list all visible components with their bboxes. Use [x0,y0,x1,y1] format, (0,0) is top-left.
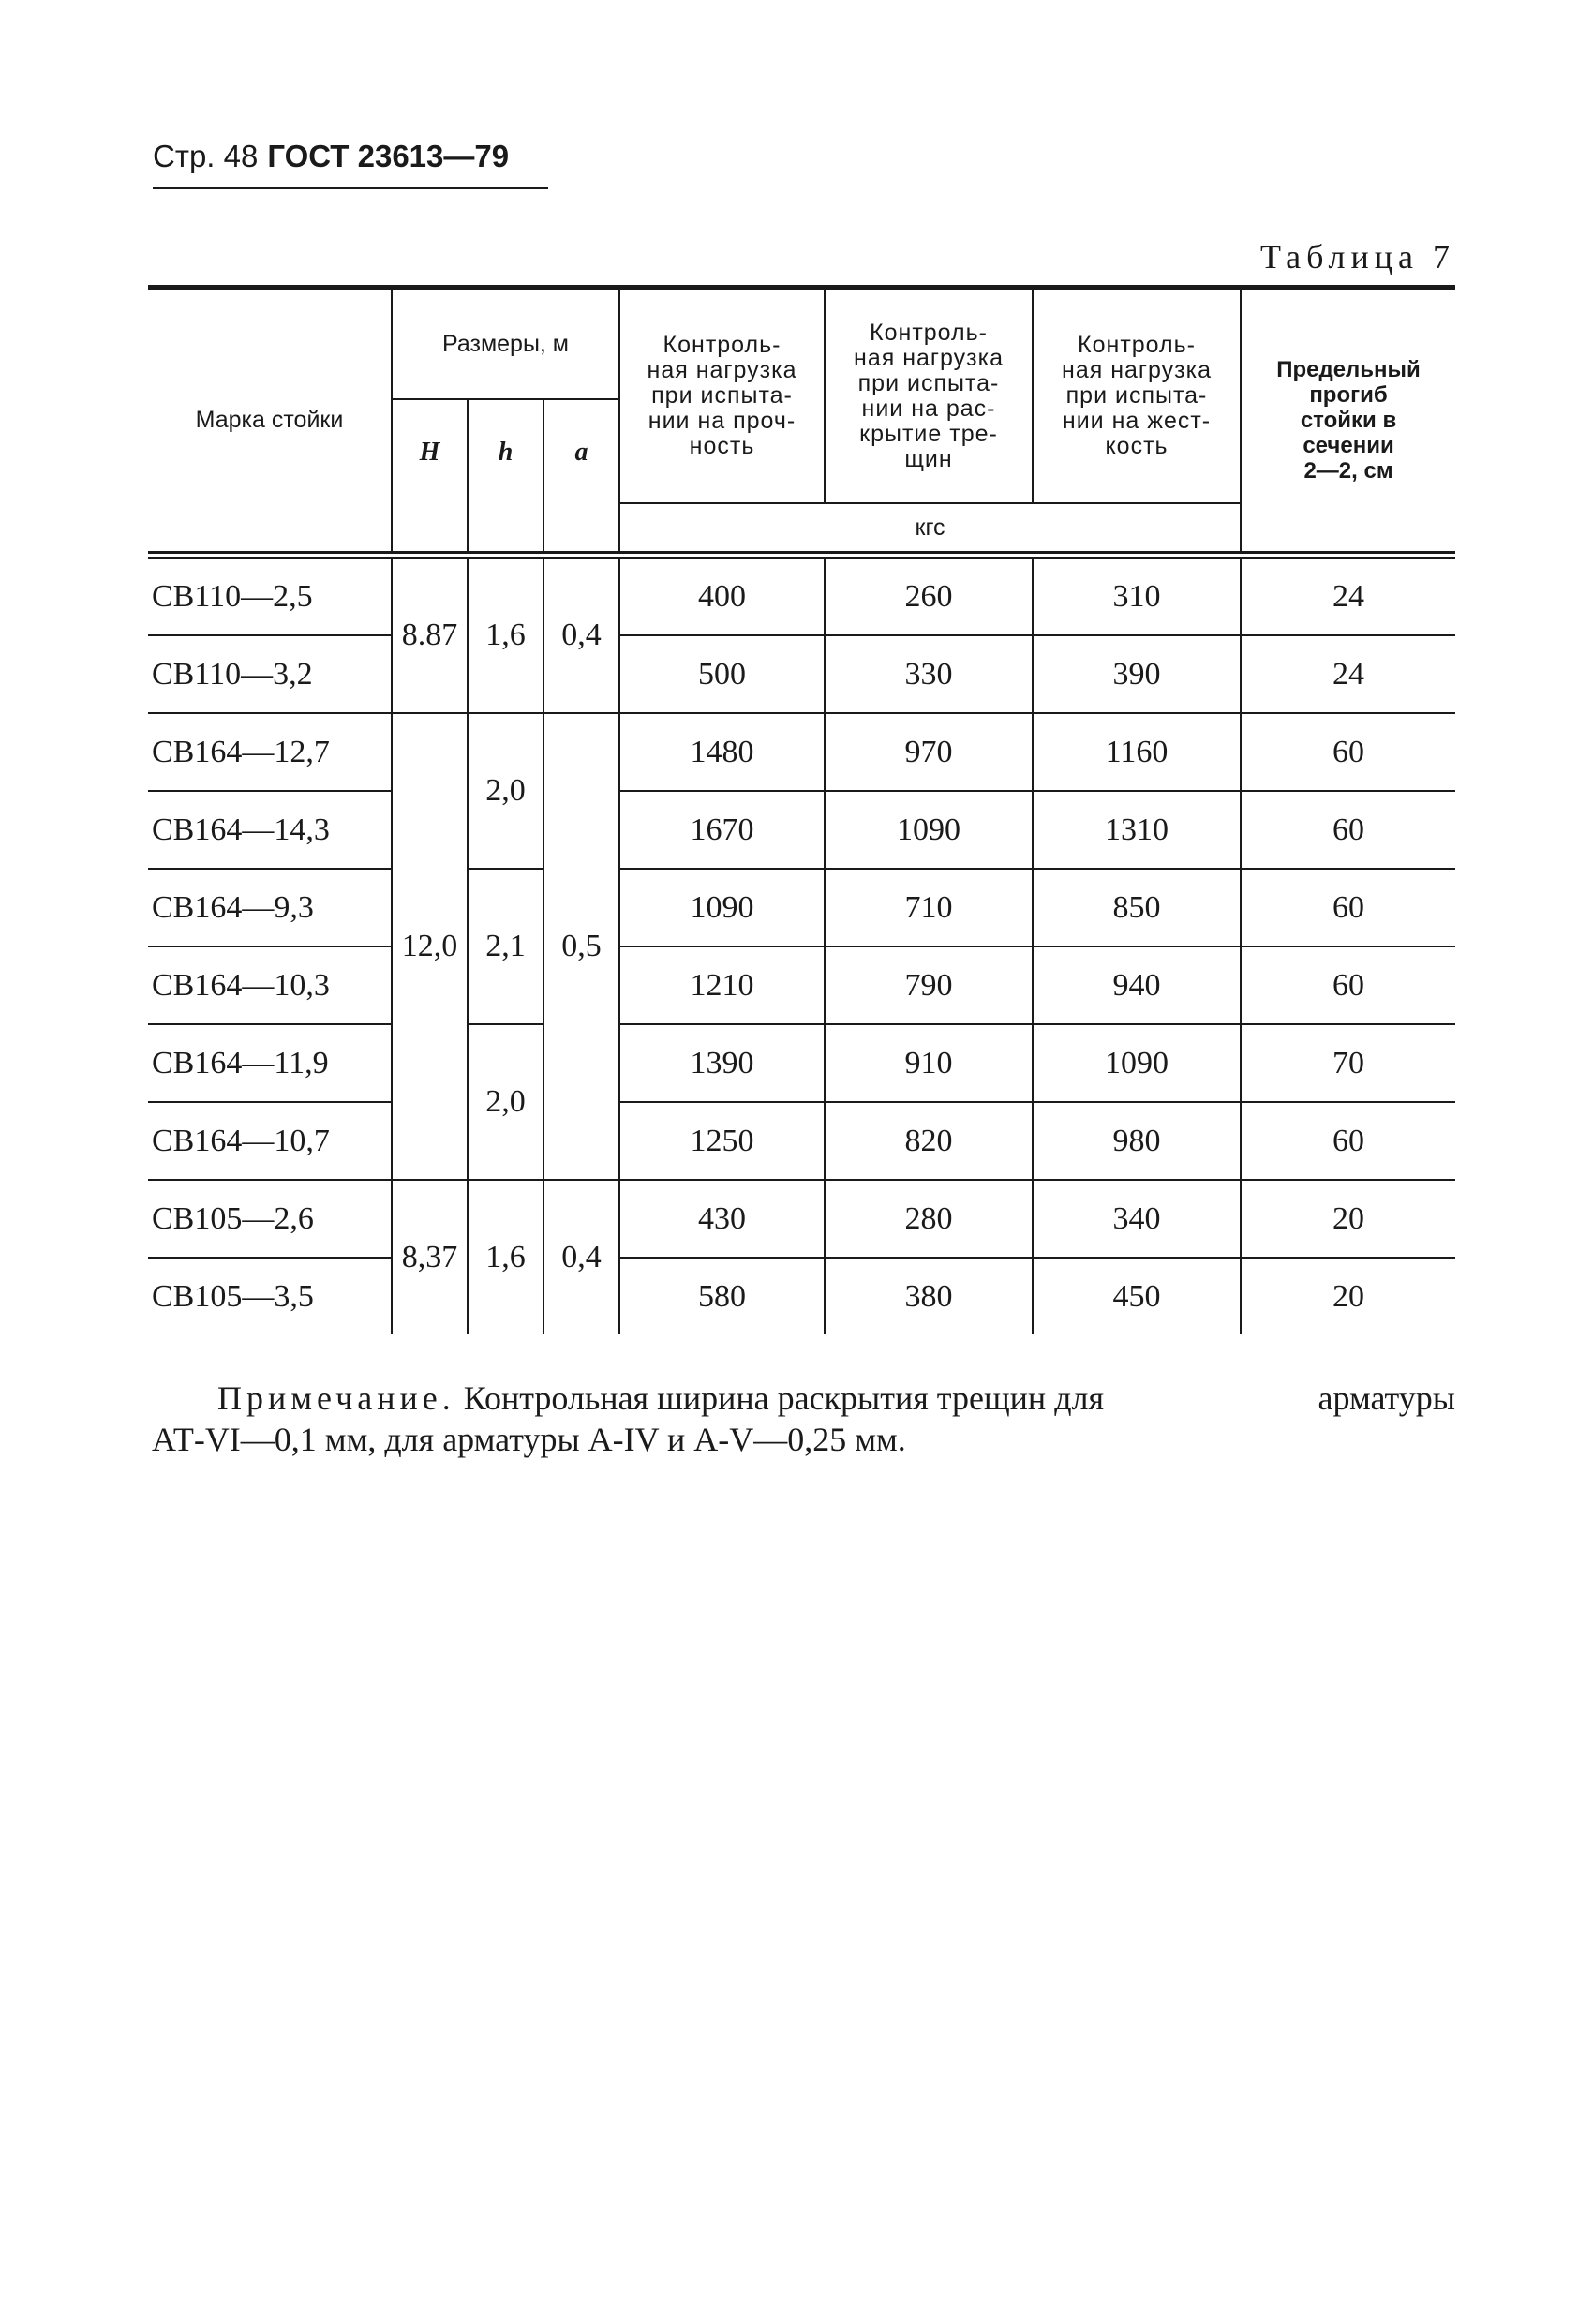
cell-crack: 380 [825,1258,1033,1334]
cell-mark: СВ105—3,5 [152,1278,314,1314]
cell-crack: 820 [825,1102,1033,1180]
cell-strength: 1210 [619,946,825,1024]
cell-strength: 1670 [619,791,825,869]
table-row [148,1180,1455,1258]
cell-strength: 1250 [619,1102,825,1180]
cell-h: 1,6 [468,1180,543,1334]
cell-mark: СВ105—2,6 [148,1180,392,1258]
cell-crack: 1090 [825,791,1033,869]
cell-crack: 790 [825,946,1033,1024]
cell-H: 8,37 [392,1180,468,1334]
table-row [148,559,1455,635]
table-row [148,635,1455,713]
cell-stiffness: 850 [1033,869,1241,946]
header-rule [153,187,548,189]
cell-crack: 280 [825,1180,1033,1258]
cell-stiffness: 980 [1033,1102,1241,1180]
cell-a: 0,4 [543,1180,619,1334]
page-label: Стр. 48 [153,139,259,173]
cell-mark: СВ164—12,7 [148,713,392,791]
table-row [148,713,1455,791]
cell-mark: СВ164—10,3 [148,946,392,1024]
cell-strength: 400 [619,559,825,635]
cell-crack: 910 [825,1024,1033,1102]
cell-crack: 970 [825,713,1033,791]
cell-strength: 500 [619,635,825,713]
cell-deflection: 24 [1241,635,1455,713]
cell-strength: 430 [619,1180,825,1258]
cell-H: 12,0 [392,713,468,1180]
table-row [148,946,1455,1024]
col-header-load-crack: Контроль- ная нагрузка при испыта- нии на рас- крытие тре- щин [825,290,1033,503]
cell-deflection: 60 [1241,791,1455,869]
cell-deflection: 60 [1241,946,1455,1024]
table-row [148,791,1455,869]
col-header-h: h [468,399,543,503]
cell-mark: СВ164—14,3 [148,791,392,869]
cell-mark: СВ164—10,7 [148,1102,392,1180]
table-header [148,290,1455,551]
cell-h: 2,0 [468,1024,543,1180]
cell-deflection: 70 [1241,1024,1455,1102]
cell-crack: 260 [825,559,1033,635]
cell-h: 2,1 [468,869,543,1024]
table-body [148,559,1455,1334]
col-header-deflection: Предельный прогиб стойки в сечении 2—2, см [1241,290,1455,551]
col-header-load-strength: Контроль- ная нагрузка при испыта- нии на проч- ность [619,290,825,503]
standard-number: ГОСТ 23613—79 [267,139,510,173]
cell-H: 8.87 [392,559,468,713]
table-note [152,1378,1455,1460]
cell-stiffness: 450 [1033,1258,1241,1334]
cell-deflection: 60 [1241,1102,1455,1180]
cell-strength: 1480 [619,713,825,791]
col-header-load-stiffness: Контроль- ная нагрузка при испыта- нии на жест- кость [1033,290,1241,503]
table-row [148,1102,1455,1180]
cell-stiffness: 340 [1033,1180,1241,1258]
cell-mark: СВ164—9,3 [148,869,392,946]
cell-stiffness: 1090 [1033,1024,1241,1102]
cell-stiffness: 310 [1033,559,1241,635]
cell-crack: 710 [825,869,1033,946]
table-caption: Таблица 7 [1260,238,1455,276]
col-header-H: H [392,399,468,503]
cell-h: 1,6 [468,559,543,713]
note-line-2: АТ-VI—0,1 мм, для арматуры А-IV и А-V—0,25 мм. [152,1421,906,1458]
table-7 [148,285,1455,1334]
cell-deflection: 60 [1241,713,1455,791]
cell-strength: 1390 [619,1024,825,1102]
cell-deflection: 60 [1241,869,1455,946]
cell-mark: СВ110—2,5 [148,559,392,635]
cell-stiffness: 1160 [1033,713,1241,791]
cell-strength: 580 [619,1258,825,1334]
cell-h: 2,0 [468,713,543,869]
page-header [153,139,509,174]
cell-mark: СВ110—3,2 [148,635,392,713]
cell-stiffness: 390 [1033,635,1241,713]
cell-a: 0,4 [543,559,619,713]
cell-stiffness: 1310 [1033,791,1241,869]
col-header-units: кгс [619,503,1241,551]
col-header-a: a [543,399,619,503]
table-row [148,1258,1455,1334]
cell-deflection: 20 [1241,1180,1455,1258]
cell-stiffness: 940 [1033,946,1241,1024]
note-text-end: арматуры [1318,1379,1455,1417]
table-row [148,869,1455,946]
note-line-1 [217,1378,1455,1419]
col-header-sizes: Размеры, м [392,290,619,399]
cell-a: 0,5 [543,713,619,1180]
cell-mark: СВ164—11,9 [148,1024,392,1102]
cell-deflection: 20 [1241,1258,1455,1334]
note-text-start: Контрольная ширина раскрытия трещин для [463,1379,1105,1417]
cell-crack: 330 [825,635,1033,713]
note-label: Примечание. [217,1379,455,1417]
cell-deflection: 24 [1241,559,1455,635]
header-double-rule [148,551,1455,559]
cell-strength: 1090 [619,869,825,946]
col-header-mark: Марка стойки [195,407,344,433]
table-row [148,1024,1455,1102]
